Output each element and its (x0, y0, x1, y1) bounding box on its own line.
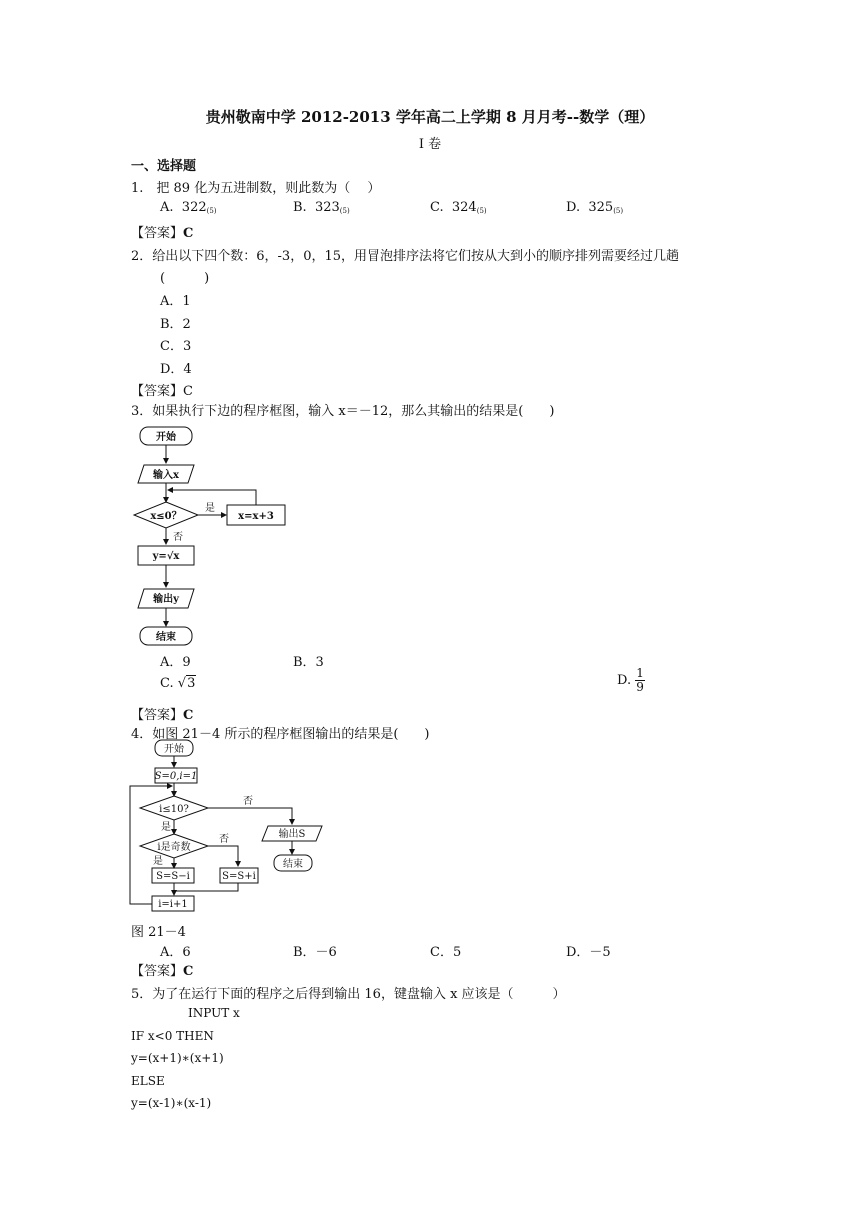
page-title: 贵州敬南中学 2012-2013 学年高二上学期 8 月月考--数学（理） (205, 108, 655, 126)
flow4-output-text: 输出S (278, 829, 306, 840)
flowchart-q3 (120, 420, 320, 652)
flow4-end-text: 结束 (283, 859, 303, 870)
flow4-cond1-text: i≤10? (159, 804, 189, 815)
q2-option-c: C．3 (160, 339, 192, 354)
code-line-4: ELSE (131, 1074, 165, 1088)
code-line-2: IF x<0 THEN (131, 1029, 214, 1043)
q4-option-c: C．5 (430, 945, 462, 960)
flow3-update-text: x=x+3 (238, 511, 274, 522)
question-5-stem: 5．为了在运行下面的程序之后得到输出 16，键盘输入 x 应该是（ ） (131, 987, 566, 1002)
q2-option-d: D．4 (160, 362, 192, 377)
q1-option-c: C. $324_{(5)}$ (430, 200, 487, 215)
flow4-no1-label: 否 (243, 796, 253, 807)
question-1-stem: 1. 把 89 化为五进制数，则此数为（ ） (131, 181, 381, 196)
flow4-start-text: 开始 (164, 744, 184, 755)
q3-option-b: B．3 (293, 655, 324, 670)
flow3-cond-text: x≤0？ (150, 511, 182, 522)
question-4-stem: 4．如图 21－4 所示的程序框图输出的结果是( ) (131, 727, 430, 742)
flow4-cond2-text: i是奇数 (157, 842, 191, 853)
q3-option-c: C. √3 (160, 676, 196, 691)
flowchart-q4 (120, 736, 350, 922)
code-line-1: INPUT x (188, 1006, 240, 1020)
flow3-output-text: 输出y (153, 594, 179, 605)
q4-option-b: B．－6 (293, 945, 337, 960)
flow4-sub-text: S=S−i (156, 871, 190, 882)
code-line-5: y=(x-1)∗(x-1) (131, 1096, 212, 1110)
q1-option-b: B. $323_{(5)}$ (293, 200, 350, 215)
flow3-input-text: 输入x (153, 470, 179, 481)
q1-option-a: A. $322_{(5)}$ (160, 200, 217, 215)
q4-option-a: A．6 (160, 945, 191, 960)
q1-option-d: D. $325_{(5)}$ (566, 200, 624, 215)
q2-answer: 【答案】C (131, 384, 193, 399)
section-heading: 一、选择题 (131, 159, 197, 174)
volume-label: I 卷 (418, 137, 442, 152)
flow3-no-label: 否 (173, 532, 183, 543)
code-line-3: y=(x+1)∗(x+1) (131, 1051, 224, 1065)
q4-figure-caption: 图 21－4 (131, 925, 186, 940)
q3-option-d: D. $\frac{1}{9}$ (617, 666, 644, 694)
q2-option-b: B．2 (160, 317, 191, 332)
flow4-add-text: S=S+i (222, 871, 256, 882)
flow3-yes-label: 是 (205, 503, 215, 514)
flow3-assign-text: y=√x (152, 551, 180, 562)
q4-answer: 【答案】C (131, 964, 194, 979)
flow4-init-text: S=0,i=1 (154, 771, 198, 782)
question-2-paren: ( ) (160, 271, 210, 286)
q1-answer: 【答案】C (131, 226, 194, 241)
flow3-start-text: 开始 (156, 432, 176, 443)
question-3-stem: 3．如果执行下边的程序框图，输入 x＝－12，那么其输出的结果是( ) (131, 404, 555, 419)
flow4-yes1-label: 是 (161, 822, 171, 833)
flow4-yes2-label: 是 (153, 856, 163, 867)
q3-answer: 【答案】C (131, 708, 194, 723)
q3-option-a: A．9 (160, 655, 191, 670)
question-2-stem: 2．给出以下四个数：6，-3，0，15，用冒泡排序法将它们按从大到小的顺序排列需要经过几趟 (131, 249, 680, 264)
flow4-inc-text: i=i+1 (158, 899, 188, 910)
q2-option-a: A．1 (160, 294, 191, 309)
flow3-end-text: 结束 (156, 632, 176, 643)
flow4-no2-label: 否 (219, 834, 229, 845)
q4-option-d: D．－5 (566, 945, 611, 960)
